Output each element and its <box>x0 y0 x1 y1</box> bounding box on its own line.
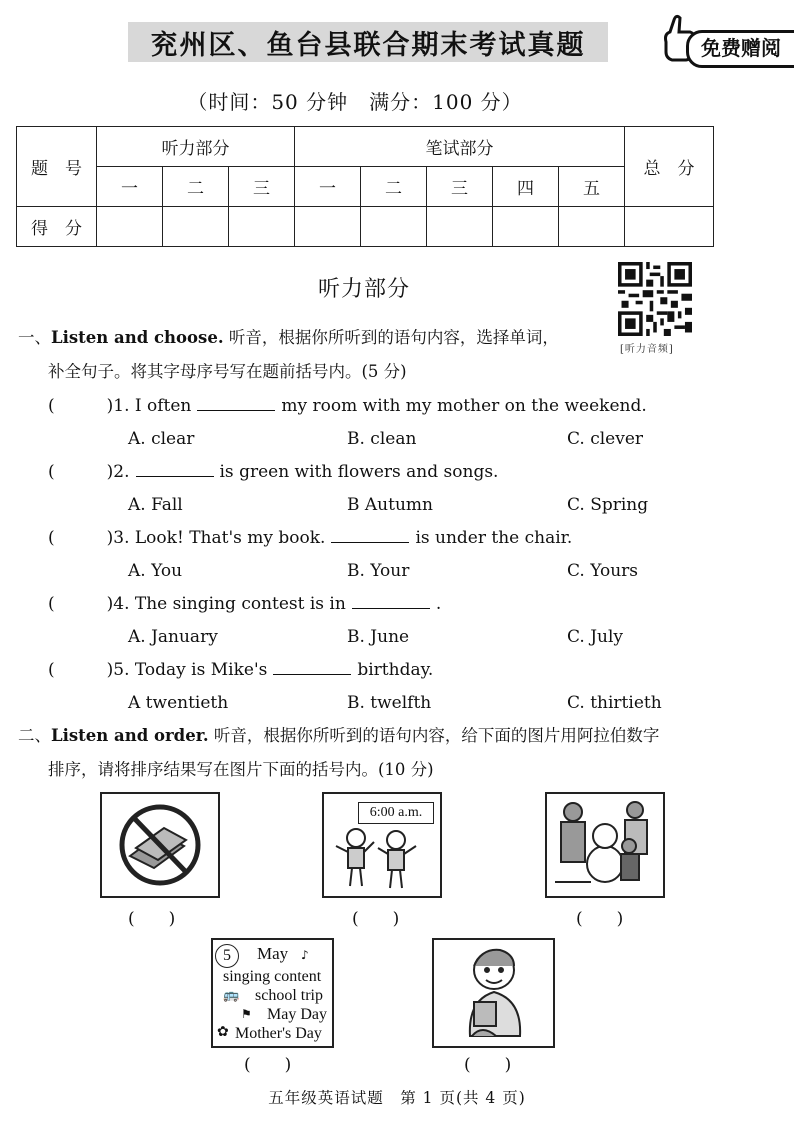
picture-snowman <box>545 792 665 898</box>
part1-instruction-cn: 听音，根据你所听到的语句内容，选择单词， <box>223 328 559 347</box>
question-text: )3. Look! That's my book. <box>106 528 326 548</box>
qr-code-icon[interactable] <box>618 262 692 336</box>
option-a: A. January <box>128 627 218 647</box>
answer-paren-open: ( <box>48 462 55 482</box>
option-c: C. July <box>567 627 624 647</box>
part2-instruction-line2: 排序，请将排序结果写在图片下面的括号内。(10 分) <box>48 760 434 779</box>
option-c: C. thirtieth <box>567 693 662 713</box>
picture-3-answer[interactable]: ( ) <box>576 909 624 929</box>
calendar-event: school trip <box>255 987 323 1004</box>
writing-part-header: 笔试部分 <box>295 127 625 167</box>
exam-subtitle: （时间：50 分钟 满分：100 分） <box>187 90 523 114</box>
flag-icon: ⚑ <box>241 1007 252 1021</box>
writing-col-4: 四 <box>493 167 559 207</box>
option-b: B. clean <box>347 429 417 449</box>
writing-col-1: 一 <box>295 167 361 207</box>
calendar-number: 5 <box>215 944 239 968</box>
blank-line[interactable] <box>273 660 351 675</box>
question-text: )1. I often <box>106 396 192 416</box>
calendar-event: singing content <box>223 968 322 985</box>
question-text: )4. The singing contest is in <box>106 594 346 614</box>
part2-instruction-cn: 听音，根据你所听到的语句内容，给下面的图片用阿拉伯数字 <box>208 726 660 745</box>
score-cell[interactable] <box>559 207 625 247</box>
answer-paren-open: ( <box>48 528 55 548</box>
score-cell[interactable] <box>361 207 427 247</box>
option-a: A. You <box>128 561 183 581</box>
answer-paren-open: ( <box>48 396 55 416</box>
children-exercising-icon <box>324 824 440 896</box>
blank-line[interactable] <box>197 396 275 411</box>
blank-line[interactable] <box>331 528 409 543</box>
part2-number: 二、 <box>18 726 51 745</box>
score-row-label: 得 分 <box>17 207 97 247</box>
picture-2-answer[interactable]: ( ) <box>352 909 400 929</box>
option-a: A twentieth <box>128 693 229 713</box>
score-cell[interactable] <box>97 207 163 247</box>
music-note-icon: ♪ <box>301 948 309 962</box>
calendar-month: May <box>257 944 289 963</box>
writing-col-2: 二 <box>361 167 427 207</box>
family-building-snowman-icon <box>547 794 663 896</box>
part1-instruction-line2: 补全句子。将其字母序号写在题前括号内。(5 分) <box>48 362 407 381</box>
total-score-cell[interactable] <box>625 207 714 247</box>
option-c: C. Spring <box>567 495 649 515</box>
badge-text: 免费赠阅 <box>686 30 794 68</box>
option-a: A. clear <box>128 429 195 449</box>
score-table <box>16 126 714 247</box>
listening-col-3: 三 <box>229 167 295 207</box>
calendar-event: May Day <box>267 1006 327 1023</box>
option-a: A. Fall <box>128 495 183 515</box>
blank-line[interactable] <box>136 462 214 477</box>
boy-reading-book-icon <box>434 940 553 1046</box>
picture-boy-reading <box>432 938 555 1048</box>
question-5 <box>48 660 433 680</box>
item-number-label: 题 号 <box>17 127 97 207</box>
free-gift-badge <box>658 12 794 70</box>
option-c: C. clever <box>567 429 644 449</box>
picture-4-answer[interactable]: ( ) <box>244 1055 292 1075</box>
listening-col-2: 二 <box>163 167 229 207</box>
listening-col-1: 一 <box>97 167 163 207</box>
picture-morning-exercise <box>322 792 442 898</box>
question-text-end: my room with my mother on the weekend. <box>281 396 647 416</box>
question-2 <box>48 462 498 482</box>
score-cell[interactable] <box>427 207 493 247</box>
exam-title: 兖州区、鱼台县联合期末考试真题 <box>150 29 586 61</box>
listening-section-heading: 听力部分 <box>318 277 411 302</box>
question-1 <box>48 396 647 416</box>
score-cell[interactable] <box>493 207 559 247</box>
score-cell[interactable] <box>229 207 295 247</box>
picture-may-calendar <box>211 938 334 1048</box>
option-b: B. twelfth <box>347 693 432 713</box>
clock-sign: 6:00 a.m. <box>358 802 434 824</box>
calendar-event: Mother's Day <box>235 1025 322 1042</box>
no-books-sign-icon <box>102 794 218 896</box>
picture-1-answer[interactable]: ( ) <box>128 909 176 929</box>
option-b: B. Your <box>347 561 410 581</box>
question-text-end: is under the chair. <box>415 528 573 548</box>
picture-no-reading <box>100 792 220 898</box>
question-4 <box>48 594 441 614</box>
writing-col-5: 五 <box>559 167 625 207</box>
picture-5-answer[interactable]: ( ) <box>464 1055 512 1075</box>
page-footer: 五年级英语试题 第 1 页(共 4 页) <box>268 1089 526 1107</box>
part1-number: 一、 <box>18 328 51 347</box>
question-text-end: birthday. <box>357 660 434 680</box>
answer-paren-open: ( <box>48 594 55 614</box>
part2-instruction-en: Listen and order. <box>51 726 209 745</box>
score-cell[interactable] <box>295 207 361 247</box>
blank-line[interactable] <box>352 594 430 609</box>
question-3 <box>48 528 572 548</box>
listening-part-header: 听力部分 <box>97 127 295 167</box>
option-b: B. June <box>347 627 410 647</box>
bus-icon: 🚌 <box>223 988 240 1003</box>
exam-title-bar <box>128 22 608 62</box>
part1-instruction-en: Listen and choose. <box>51 328 224 347</box>
score-cell[interactable] <box>163 207 229 247</box>
option-b: B Autumn <box>347 495 433 515</box>
question-text-end: is green with flowers and songs. <box>219 462 499 482</box>
option-c: C. Yours <box>567 561 638 581</box>
flower-icon: ✿ <box>217 1024 229 1040</box>
part2-instruction <box>18 726 659 746</box>
question-text: )5. Today is Mike's <box>106 660 268 680</box>
answer-paren-open: ( <box>48 660 55 680</box>
total-score-header: 总 分 <box>625 127 714 207</box>
question-text-end: . <box>435 594 442 614</box>
question-text: )2. <box>106 462 130 482</box>
qr-caption: [听力音频] <box>620 344 674 355</box>
writing-col-3: 三 <box>427 167 493 207</box>
part1-instruction <box>18 328 559 348</box>
